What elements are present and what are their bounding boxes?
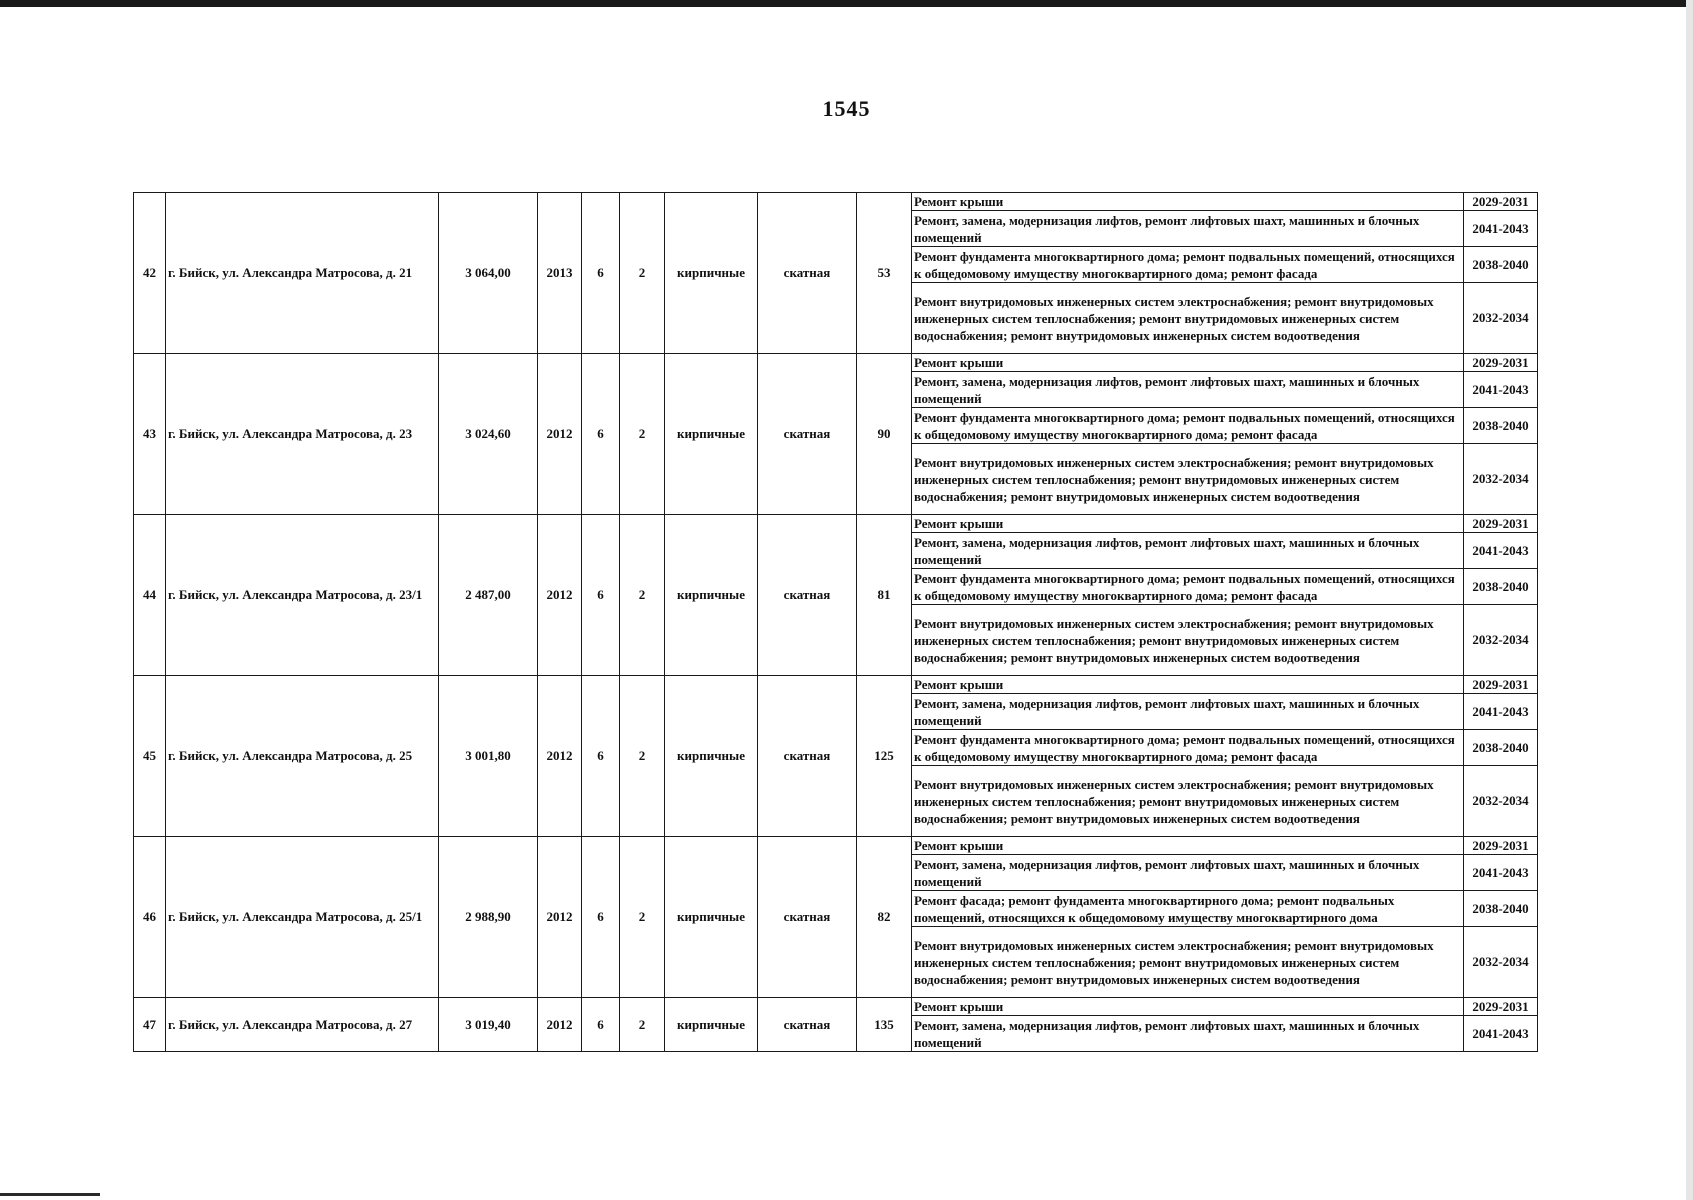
house-address: г. Бийск, ул. Александра Матросова, д. 21: [166, 193, 439, 354]
work-period: 2032-2034: [1464, 444, 1538, 515]
table-row: [134, 515, 1538, 533]
work-description: Ремонт крыши: [912, 354, 1464, 372]
house-area: 3 064,00: [439, 193, 538, 354]
house-entrances: 2: [620, 354, 665, 515]
work-description: Ремонт крыши: [912, 515, 1464, 533]
work-period: 2038-2040: [1464, 891, 1538, 927]
house-address: г. Бийск, ул. Александра Матросова, д. 23/1: [166, 515, 439, 676]
work-period: 2038-2040: [1464, 408, 1538, 444]
house-area: 2 988,90: [439, 837, 538, 998]
work-period: 2032-2034: [1464, 927, 1538, 998]
work-period: 2029-2031: [1464, 193, 1538, 211]
house-floors: 6: [582, 193, 620, 354]
house-year: 2012: [538, 676, 582, 837]
work-description: Ремонт фундамента многоквартирного дома; ремонт подвальных помещений, относящихся к общедомовому имуществу многоквартирного дома; ремонт фасада: [912, 247, 1464, 283]
work-description: Ремонт фасада; ремонт фундамента многоквартирного дома; ремонт подвальных помещений, относящихся к общедомовому имуществу многоквартирного дома: [912, 891, 1464, 927]
house-entrances: 2: [620, 515, 665, 676]
work-description: Ремонт фундамента многоквартирного дома; ремонт подвальных помещений, относящихся к общедомовому имуществу многоквартирного дома; ремонт фасада: [912, 408, 1464, 444]
houses-table: [133, 192, 1538, 1052]
house-roof-type: скатная: [758, 998, 857, 1052]
work-description: Ремонт внутридомовых инженерных систем электроснабжения; ремонт внутридомовых инженерных систем теплоснабжения; ремонт внутридомовых инженерных систем водоснабжения; ремонт внутридомовых инженерных систем водоотведения: [912, 444, 1464, 515]
work-period: 2032-2034: [1464, 605, 1538, 676]
table-row: [134, 676, 1538, 694]
house-year: 2012: [538, 354, 582, 515]
house-roof-type: скатная: [758, 676, 857, 837]
house-wall-material: кирпичные: [665, 193, 758, 354]
house-area: 3 001,80: [439, 676, 538, 837]
house-apartments: 53: [857, 193, 912, 354]
scan-edge-top: [0, 0, 1693, 7]
work-period: 2029-2031: [1464, 354, 1538, 372]
house-floors: 6: [582, 837, 620, 998]
work-period: 2041-2043: [1464, 372, 1538, 408]
work-period: 2032-2034: [1464, 766, 1538, 837]
work-period: 2029-2031: [1464, 676, 1538, 694]
work-period: 2041-2043: [1464, 855, 1538, 891]
work-period: 2038-2040: [1464, 247, 1538, 283]
house-roof-type: скатная: [758, 354, 857, 515]
house-entrances: 2: [620, 998, 665, 1052]
house-apartments: 135: [857, 998, 912, 1052]
house-apartments: 125: [857, 676, 912, 837]
table-row: [134, 193, 1538, 211]
house-year: 2012: [538, 998, 582, 1052]
house-address: г. Бийск, ул. Александра Матросова, д. 27: [166, 998, 439, 1052]
work-description: Ремонт внутридомовых инженерных систем электроснабжения; ремонт внутридомовых инженерных систем теплоснабжения; ремонт внутридомовых инженерных систем водоснабжения; ремонт внутридомовых инженерных систем водоотведения: [912, 766, 1464, 837]
house-wall-material: кирпичные: [665, 998, 758, 1052]
house-number: 44: [134, 515, 166, 676]
house-number: 42: [134, 193, 166, 354]
house-wall-material: кирпичные: [665, 837, 758, 998]
table-row: [134, 998, 1538, 1016]
work-description: Ремонт внутридомовых инженерных систем электроснабжения; ремонт внутридомовых инженерных систем теплоснабжения; ремонт внутридомовых инженерных систем водоснабжения; ремонт внутридомовых инженерных систем водоотведения: [912, 605, 1464, 676]
houses-table-body: [134, 193, 1538, 1052]
work-period: 2032-2034: [1464, 283, 1538, 354]
house-roof-type: скатная: [758, 837, 857, 998]
work-description: Ремонт, замена, модернизация лифтов, ремонт лифтовых шахт, машинных и блочных помещений: [912, 1016, 1464, 1052]
house-roof-type: скатная: [758, 515, 857, 676]
house-entrances: 2: [620, 837, 665, 998]
house-floors: 6: [582, 354, 620, 515]
work-description: Ремонт крыши: [912, 676, 1464, 694]
house-roof-type: скатная: [758, 193, 857, 354]
table-row: [134, 354, 1538, 372]
work-period: 2038-2040: [1464, 569, 1538, 605]
work-description: Ремонт, замена, модернизация лифтов, ремонт лифтовых шахт, машинных и блочных помещений: [912, 855, 1464, 891]
work-period: 2038-2040: [1464, 730, 1538, 766]
work-period: 2041-2043: [1464, 533, 1538, 569]
house-apartments: 81: [857, 515, 912, 676]
work-description: Ремонт, замена, модернизация лифтов, ремонт лифтовых шахт, машинных и блочных помещений: [912, 694, 1464, 730]
house-address: г. Бийск, ул. Александра Матросова, д. 23: [166, 354, 439, 515]
house-wall-material: кирпичные: [665, 515, 758, 676]
scan-edge-bottom: [0, 1193, 100, 1196]
work-description: Ремонт фундамента многоквартирного дома; ремонт подвальных помещений, относящихся к общедомовому имуществу многоквартирного дома; ремонт фасада: [912, 569, 1464, 605]
work-description: Ремонт фундамента многоквартирного дома; ремонт подвальных помещений, относящихся к общедомовому имуществу многоквартирного дома; ремонт фасада: [912, 730, 1464, 766]
house-entrances: 2: [620, 193, 665, 354]
work-description: Ремонт крыши: [912, 998, 1464, 1016]
house-floors: 6: [582, 998, 620, 1052]
house-number: 43: [134, 354, 166, 515]
work-description: Ремонт, замена, модернизация лифтов, ремонт лифтовых шахт, машинных и блочных помещений: [912, 372, 1464, 408]
house-year: 2012: [538, 837, 582, 998]
house-floors: 6: [582, 676, 620, 837]
work-period: 2041-2043: [1464, 211, 1538, 247]
work-period: 2029-2031: [1464, 515, 1538, 533]
house-year: 2013: [538, 193, 582, 354]
house-number: 45: [134, 676, 166, 837]
house-number: 47: [134, 998, 166, 1052]
house-floors: 6: [582, 515, 620, 676]
house-number: 46: [134, 837, 166, 998]
house-area: 3 019,40: [439, 998, 538, 1052]
work-description: Ремонт крыши: [912, 837, 1464, 855]
house-area: 3 024,60: [439, 354, 538, 515]
work-period: 2029-2031: [1464, 998, 1538, 1016]
house-year: 2012: [538, 515, 582, 676]
table-row: [134, 837, 1538, 855]
work-description: Ремонт, замена, модернизация лифтов, ремонт лифтовых шахт, машинных и блочных помещений: [912, 211, 1464, 247]
house-apartments: 82: [857, 837, 912, 998]
work-period: 2041-2043: [1464, 1016, 1538, 1052]
work-description: Ремонт внутридомовых инженерных систем электроснабжения; ремонт внутридомовых инженерных систем теплоснабжения; ремонт внутридомовых инженерных систем водоснабжения; ремонт внутридомовых инженерных систем водоотведения: [912, 927, 1464, 998]
house-apartments: 90: [857, 354, 912, 515]
work-period: 2029-2031: [1464, 837, 1538, 855]
page-number: 1545: [822, 96, 871, 121]
house-address: г. Бийск, ул. Александра Матросова, д. 25/1: [166, 837, 439, 998]
work-description: Ремонт, замена, модернизация лифтов, ремонт лифтовых шахт, машинных и блочных помещений: [912, 533, 1464, 569]
house-wall-material: кирпичные: [665, 354, 758, 515]
scan-edge-right: [1686, 0, 1693, 1200]
house-wall-material: кирпичные: [665, 676, 758, 837]
house-address: г. Бийск, ул. Александра Матросова, д. 25: [166, 676, 439, 837]
house-entrances: 2: [620, 676, 665, 837]
work-description: Ремонт крыши: [912, 193, 1464, 211]
work-description: Ремонт внутридомовых инженерных систем электроснабжения; ремонт внутридомовых инженерных систем теплоснабжения; ремонт внутридомовых инженерных систем водоснабжения; ремонт внутридомовых инженерных систем водоотведения: [912, 283, 1464, 354]
work-period: 2041-2043: [1464, 694, 1538, 730]
house-area: 2 487,00: [439, 515, 538, 676]
